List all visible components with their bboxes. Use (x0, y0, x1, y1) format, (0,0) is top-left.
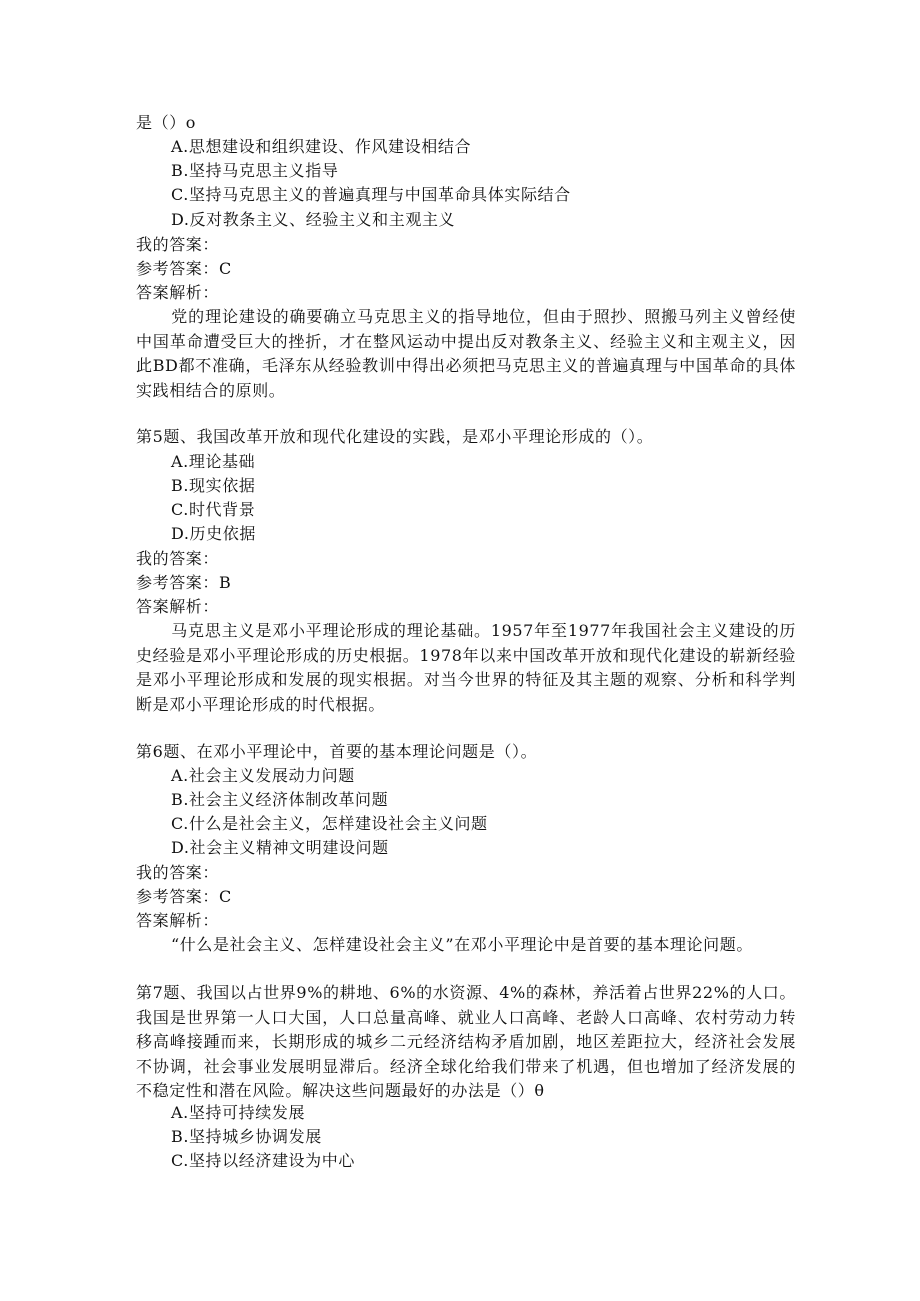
q5-option-a: A.理论基础 (171, 452, 256, 471)
q6-option-c: C.什么是社会主义，怎样建设社会主义问题 (171, 814, 488, 833)
q4-stem-tail: 是（）o (136, 113, 197, 132)
q4-reference-answer: 参考答案：C (136, 259, 232, 278)
q4-analysis-text: 党的理论建设的确要确立马克思主义的指导地位，但由于照抄、照搬马列主义曾经使中国革命遭受巨大的挫折，才在整风运动中提出反对教条主义、经验主义和主观主义，因此BD都不准确，毛泽东从经验教训中得出必须把马克思主义的普遍真理与中国革命的具体实践相结合的原则。 (136, 307, 796, 400)
q6-reference-answer: 参考答案：C (136, 887, 232, 906)
q4-analysis-label: 答案解析： (136, 283, 220, 302)
q7-option-c: C.坚持以经济建设为中心 (171, 1151, 355, 1170)
q4-option-d: D.反对教条主义、经验主义和主观主义 (171, 210, 456, 229)
q6-option-a: A.社会主义发展动力问题 (171, 766, 355, 785)
q5-stem: 第5题、我国改革开放和现代化建设的实践，是邓小平理论形成的（）。 (136, 427, 654, 446)
q4-option-b: B.坚持马克思主义指导 (171, 161, 339, 180)
q5-option-b: B.现实依据 (171, 476, 256, 495)
q5-my-answer: 我的答案： (136, 549, 220, 568)
q4-analysis (136, 305, 796, 403)
q4-option-a: A.思想建设和组织建设、作风建设相结合 (171, 137, 472, 156)
q7-option-a: A.坚持可持续发展 (171, 1103, 306, 1122)
q7-stem: 第7题、我国以占世界9%的耕地、6%的水资源、4%的森林，养活着占世界22%的人口。我国是世界第一人口大国，人口总量高峰、就业人口高峰、老龄人口高峰、农村劳动力转移高峰接踵而来，长期形成的城乡二元经济结构矛盾加剧，地区差距拉大，经济社会发展不协调，社会事业发展明显滞后。经济全球化给我们带来了机遇，但也增加了经济发展的不稳定性和潜在风险。解决这些问题最好的办法是（）θ (136, 983, 796, 1100)
q6-stem: 第6题、在邓小平理论中，首要的基本理论问题是（）。 (136, 742, 538, 761)
q4-option-c: C.坚持马克思主义的普遍真理与中国革命具体实际结合 (171, 185, 571, 204)
q6-my-answer: 我的答案： (136, 863, 220, 882)
q5-analysis-label: 答案解析： (136, 597, 220, 616)
q7-option-b: B.坚持城乡协调发展 (171, 1127, 322, 1146)
q4-my-answer: 我的答案： (136, 235, 220, 254)
q5-option-c: C.时代背景 (171, 500, 256, 519)
q5-analysis (136, 619, 796, 717)
q6-analysis: “什么是社会主义、怎样建设社会主义”在邓小平理论中是首要的基本理论问题。 (171, 935, 753, 954)
q6-option-d: D.社会主义精神文明建设问题 (171, 838, 389, 857)
q6-analysis-label: 答案解析： (136, 911, 220, 930)
q5-analysis-text: 马克思主义是邓小平理论形成的理论基础。1957年至1977年我国社会主义建设的历史经验是邓小平理论形成的历史根据。1978年以来中国改革开放和现代化建设的崭新经验是邓小平理论形成和发展的现实根据。对当今世界的特征及其主题的观察、分析和科学判断是邓小平理论形成的时代根据。 (136, 621, 796, 714)
q5-option-d: D.历史依据 (171, 524, 256, 543)
q6-option-b: B.社会主义经济体制改革问题 (171, 790, 389, 809)
q5-reference-answer: 参考答案：B (136, 573, 232, 592)
